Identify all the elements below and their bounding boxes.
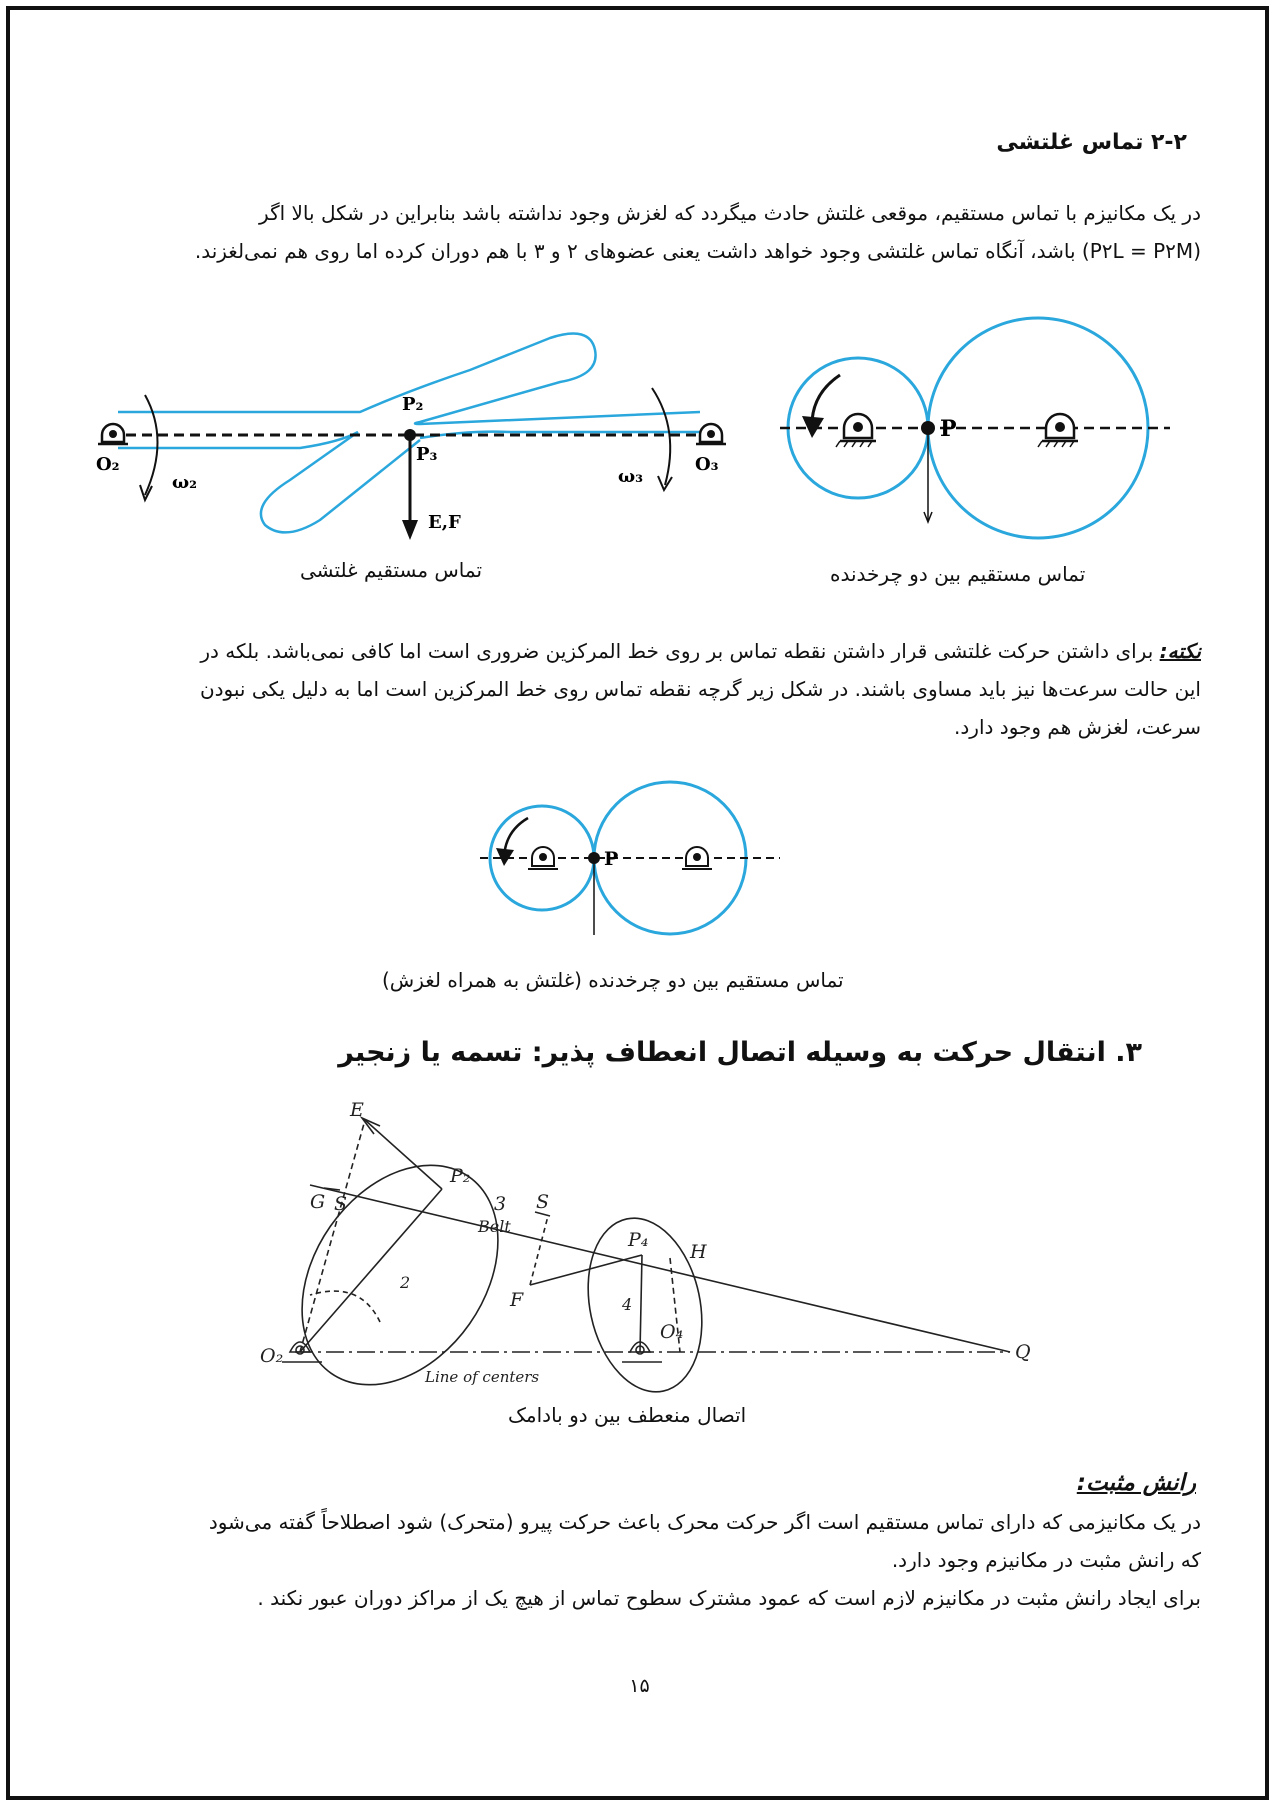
caption-figure-gear-sliding: تماس مستقیم بین دو چرخدنده (غلتش به همراه لغزش): [382, 968, 844, 992]
pivot-right-icon: [682, 847, 712, 869]
label-p2: P₂: [450, 1165, 471, 1187]
label-f: F: [510, 1289, 524, 1311]
pivot-left-icon: [836, 414, 876, 447]
pivot-o2-icon: [98, 424, 128, 444]
page-number: ۱۵: [629, 1675, 650, 1697]
label-e: E: [350, 1099, 364, 1121]
note-paragraph: [78, 632, 1201, 746]
label-p2: P₂: [402, 394, 424, 415]
paragraph-line: که رانش مثبت در مکانیزم وجود دارد.: [891, 1548, 1201, 1572]
caption-figure-rolling-contact: تماس مستقیم غلتشی: [300, 558, 483, 582]
note-line: برای داشتن حرکت غلتشی قرار داشتن نقطه تماس بر روی خط المرکزین ضروری است اما کافی نمی‌باشد. بلکه در: [200, 639, 1154, 663]
paragraph-rolling-contact: [78, 194, 1201, 270]
paragraph-line: (P۲L = P۲M) باشد، آنگاه تماس غلتشی وجود خواهد داشت یعنی عضوهای ۲ و ۳ با هم دوران کرده اما روی هم نمی‌لغزند.: [194, 239, 1201, 263]
note-label: نکته:: [1159, 639, 1201, 663]
label-3: 3: [494, 1193, 507, 1215]
label-omega2: ω₂: [172, 472, 198, 493]
pivot-right-icon: [1038, 414, 1078, 447]
label-s2: S: [536, 1191, 550, 1213]
label-g: G: [310, 1191, 326, 1213]
paragraph-line: در یک مکانیزمی که دارای تماس مستقیم است اگر حرکت محرک باعث حرکت پیرو (متحرک) شود اصطلاحاً گفته می‌شود: [208, 1510, 1201, 1534]
label-h: H: [690, 1241, 707, 1263]
label-p4: P₄: [628, 1229, 649, 1251]
note-line: این حالت سرعت‌ها نیز باید مساوی باشند. در شکل زیر گرچه نقطه تماس روی خط المرکزین است اما به دلیل یکی نبودن: [199, 677, 1201, 701]
caption-figure-belt-cams: اتصال منعطف بین دو بادامک: [508, 1403, 747, 1427]
label-p: P: [604, 848, 619, 870]
label-p3: P₃: [416, 444, 438, 465]
label-ef: E,F: [428, 512, 461, 533]
label-2: 2: [400, 1273, 411, 1292]
label-4: 4: [622, 1295, 633, 1314]
paragraph-positive-drive: [78, 1503, 1201, 1617]
figure-gear-contact: [780, 320, 1180, 540]
pivot-left-icon: [528, 847, 558, 869]
paragraph-line: در یک مکانیزم با تماس مستقیم، موقعی غلتش حادث میگردد که لغزش وجود نداشته باشد بنابراین در شکل بالا اگر: [259, 201, 1201, 225]
label-o2: O₂: [260, 1345, 284, 1367]
section-heading-rolling-contact: ۲-۲ تماس غلتشی: [996, 130, 1187, 155]
label-belt: Belt: [478, 1217, 511, 1236]
label-line-of-centers: Line of centers: [425, 1368, 540, 1386]
paragraph-line: برای ایجاد رانش مثبت در مکانیزم لازم است که عمود مشترک سطوح تماس از هیچ یک از مراکز دوران عبور نکند .: [257, 1586, 1201, 1610]
caption-figure-gear-contact: تماس مستقیم بین دو چرخدنده: [830, 562, 1086, 586]
label-p: P: [940, 416, 957, 442]
label-o3: O₃: [695, 454, 719, 475]
figure-rolling-contact: [90, 320, 730, 560]
note-line: سرعت، لغزش هم وجود دارد.: [954, 715, 1201, 739]
label-o2: O₂: [96, 454, 120, 475]
label-omega3: ω₃: [618, 466, 644, 487]
heading-positive-drive: رانش مثبت:: [1076, 1470, 1196, 1496]
label-s1: S: [334, 1193, 348, 1215]
pivot-o3-icon: [696, 424, 726, 444]
label-q: Q: [1015, 1341, 1031, 1363]
figure-gear-sliding: [480, 770, 800, 980]
section-heading-flexible-connector: ۳. انتقال حرکت به وسیله اتصال انعطاف پذیر: تسمه یا زنجیر: [338, 1037, 1142, 1068]
label-o4: O₄: [660, 1321, 684, 1343]
figure-belt-cams: [250, 1100, 1040, 1410]
